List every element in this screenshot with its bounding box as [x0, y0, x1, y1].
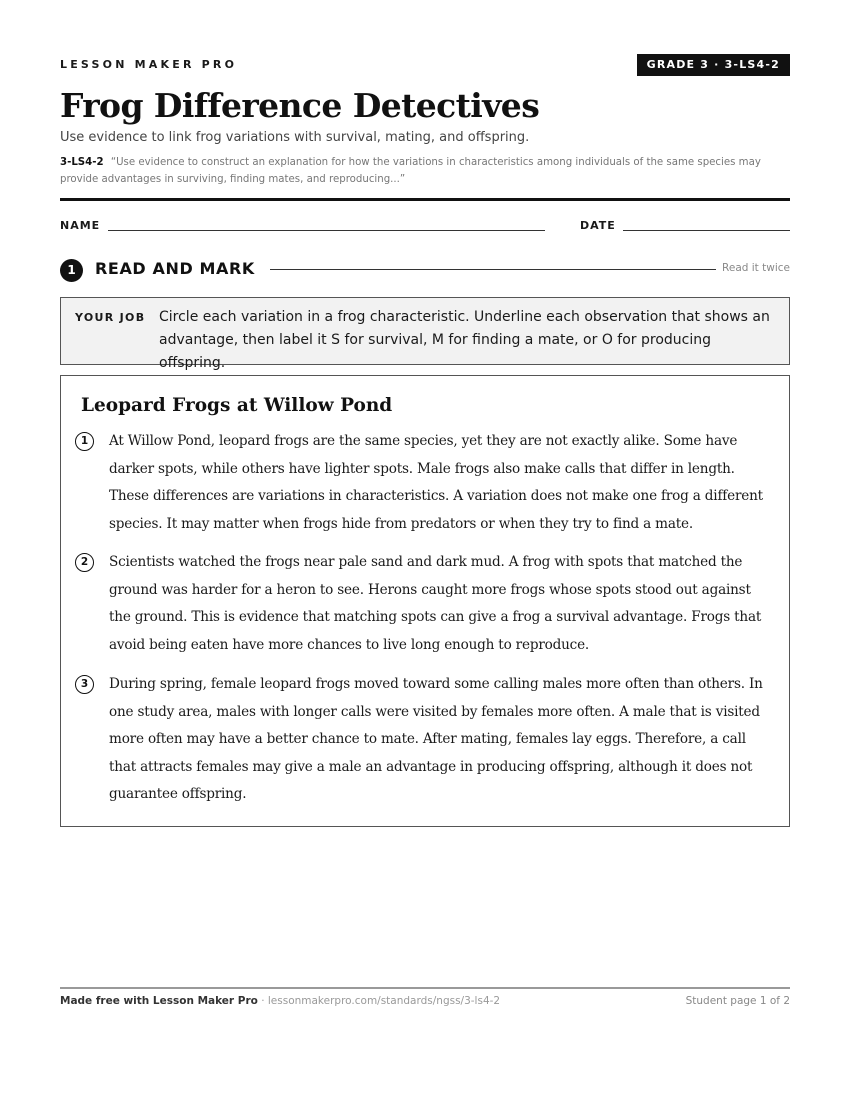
section-divider	[270, 269, 716, 270]
name-date-row	[60, 219, 790, 235]
section-note: Read it twice	[722, 262, 790, 274]
date-label: DATE	[580, 219, 616, 232]
paragraph-text: Scientists watched the frogs near pale sand and dark mud. A frog with spots that matched the ground was harder for a heron to see. Herons caught more frogs whose spots stood out against the ground. This is evidence that matching spots can give a frog a survival advantage. Frogs that avoid being eaten have more chances to live long enough to reproduce.	[109, 554, 762, 653]
footer-divider	[60, 987, 790, 989]
header-divider	[60, 198, 790, 201]
passage-title: Leopard Frogs at Willow Pond	[81, 395, 393, 416]
paragraph-text: During spring, female leopard frogs moved toward some calling males more often than others. In one study area, males with longer calls were visited by females more often. A male that is visited more often may have a better chance to mate. After mating, females lay eggs. Therefore, a call that attracts females may give a male an advantage in producing offspring, although it does not guarantee offspring.	[109, 676, 763, 802]
standard-text: “Use evidence to construct an explanation for how the variations in characteristics among individuals of the same species may provide advantages in surviving, finding mates, and reproducing...”	[60, 157, 761, 185]
footer-url[interactable]: · lessonmakerpro.com/standards/ngss/3-ls4-2	[257, 995, 501, 1007]
reading-passage	[60, 375, 790, 827]
page-title: Frog Difference Detectives	[60, 86, 540, 125]
grade-badge: GRADE 3 · 3-LS4-2	[637, 54, 790, 76]
page-subtitle: Use evidence to link frog variations with survival, mating, and offspring.	[60, 130, 530, 145]
paragraph-number: 2	[75, 553, 94, 572]
paragraph-number: 1	[75, 432, 94, 451]
name-label: NAME	[60, 219, 101, 232]
paragraph-number: 3	[75, 675, 94, 694]
section-title: READ AND MARK	[95, 259, 255, 278]
worksheet-page	[60, 0, 790, 1100]
instructions-box	[60, 297, 790, 371]
footer-page-number: Student page 1 of 2	[685, 995, 790, 1007]
standard-statement	[60, 155, 790, 188]
section-number-badge: 1	[60, 259, 83, 282]
footer-credit	[60, 995, 500, 1007]
brand-name: LESSON MAKER PRO	[60, 58, 238, 71]
paragraph-text: At Willow Pond, leopard frogs are the same species, yet they are not exactly alike. Some have darker spots, while others have lighter spots. Male frogs also make calls that differ in length. These differences are variations in characteristics. A variation does not make one frog a different species. It may matter when frogs hide from predators or when they try to find a mate.	[109, 433, 763, 532]
date-field[interactable]	[623, 230, 790, 231]
name-field[interactable]	[108, 230, 545, 231]
standard-code: 3-LS4-2	[60, 157, 104, 168]
footer-made-with: Made free with Lesson Maker Pro	[60, 995, 258, 1007]
instructions-text: Circle each variation in a frog characteristic. Underline each observation that shows an advantage, then label it S for survival, M for finding a mate, or O for producing offspring.	[159, 309, 770, 371]
section-header	[60, 258, 790, 282]
instructions-label: YOUR JOB	[75, 311, 146, 324]
